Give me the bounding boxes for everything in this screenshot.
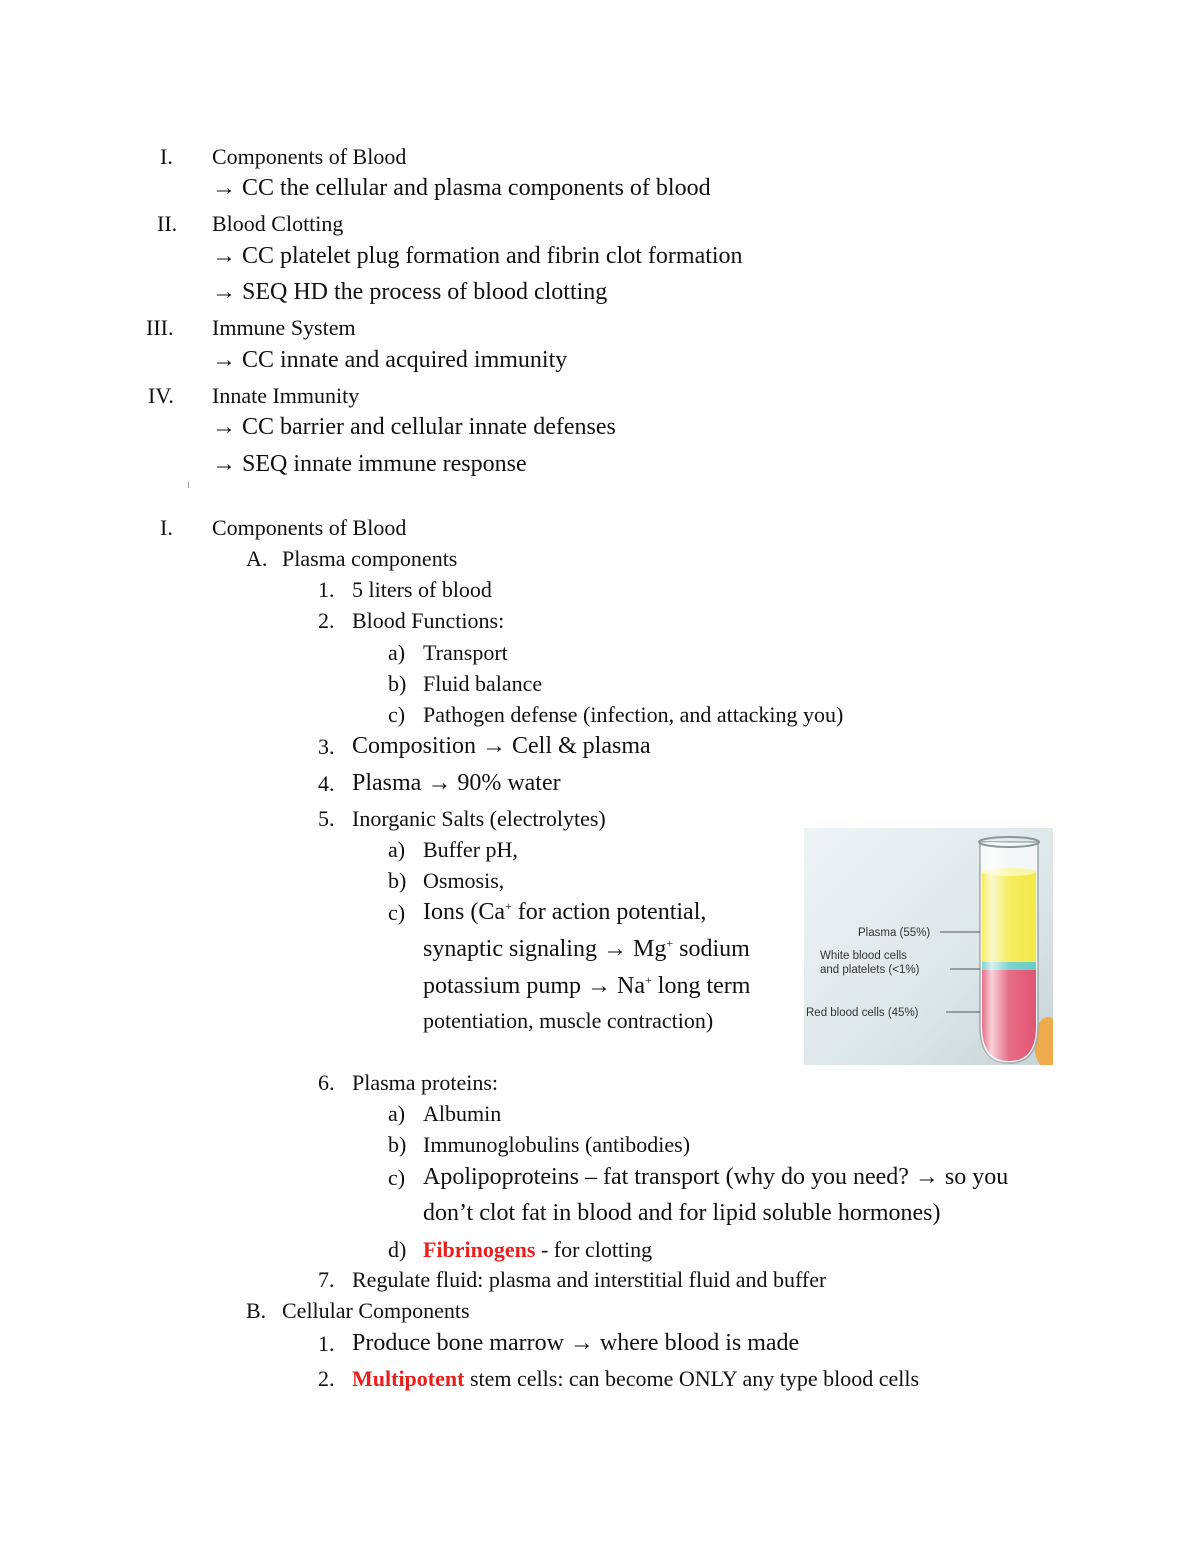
a2-number: 2. bbox=[318, 608, 335, 633]
a1-number: 1. bbox=[318, 577, 335, 602]
a5c-line-3 bbox=[423, 974, 750, 998]
a6b-text: Immunoglobulins (antibodies) bbox=[423, 1132, 691, 1157]
a5c-line-2-post: sodium bbox=[673, 936, 750, 962]
a5c-line-3-post: long term bbox=[651, 973, 751, 999]
a4-text: Plasma → 90% water bbox=[352, 770, 561, 796]
overview-title-2: Blood Clotting bbox=[212, 211, 344, 236]
a2b-letter: b) bbox=[388, 671, 407, 696]
b2-text bbox=[352, 1368, 919, 1390]
a5b-text: Osmosis, bbox=[423, 868, 505, 893]
a5c-line-1 bbox=[423, 900, 706, 924]
a2c-text: Pathogen defense (infection, and attacking you) bbox=[423, 702, 844, 727]
a3-number: 3. bbox=[318, 734, 335, 759]
a6-text: Plasma proteins: bbox=[352, 1070, 499, 1095]
a3-text: Composition → Cell & plasma bbox=[352, 733, 651, 759]
a6d-letter: d) bbox=[388, 1237, 407, 1262]
overview-numeral-4: IV. bbox=[148, 383, 174, 408]
section-a-letter: A. bbox=[246, 546, 268, 571]
a5c-line-2 bbox=[423, 937, 750, 961]
blood-composition-figure bbox=[804, 828, 1053, 1065]
overview-numeral-1: I. bbox=[160, 144, 173, 169]
b2-number: 2. bbox=[318, 1366, 335, 1391]
wbc-label-line-2: and platelets (<1%) bbox=[820, 964, 920, 976]
a6d-text bbox=[423, 1239, 652, 1261]
na-charge: + bbox=[645, 973, 652, 987]
a5c-line-2-pre: synaptic signaling → Mg bbox=[423, 936, 667, 962]
a5a-letter: a) bbox=[388, 837, 406, 862]
section-b-title: Cellular Components bbox=[282, 1298, 470, 1323]
b1-number: 1. bbox=[318, 1331, 335, 1356]
section-a-title: Plasma components bbox=[282, 546, 458, 571]
a6b-letter: b) bbox=[388, 1132, 407, 1157]
a7-text: Regulate fluid: plasma and interstitial fluid and buffer bbox=[352, 1267, 827, 1292]
a2a-text: Transport bbox=[423, 640, 508, 665]
overview-title-4: Innate Immunity bbox=[212, 383, 360, 408]
multipotent-term: Multipotent bbox=[352, 1366, 465, 1391]
a6a-text: Albumin bbox=[423, 1101, 502, 1126]
overview-numeral-3: III. bbox=[146, 315, 174, 340]
ca-charge: + bbox=[504, 899, 512, 913]
a5a-text: Buffer pH, bbox=[423, 837, 518, 862]
overview-objective-3a: → CC innate and acquired immunity bbox=[212, 347, 568, 373]
a2-text: Blood Functions: bbox=[352, 608, 505, 633]
a5c-line-3-pre: potassium pump → Na bbox=[423, 973, 645, 999]
a5c-letter: c) bbox=[388, 900, 406, 925]
outline-title: Components of Blood bbox=[212, 515, 407, 540]
a2c-letter: c) bbox=[388, 702, 406, 727]
a6c-letter: c) bbox=[388, 1165, 406, 1190]
wbc-label-line-1: White blood cells bbox=[820, 950, 907, 962]
a5c-line-4: potentiation, muscle contraction) bbox=[423, 1008, 714, 1033]
fibrinogens-term: Fibrinogens bbox=[423, 1237, 536, 1262]
overview-objective-2b: → SEQ HD the process of blood clotting bbox=[212, 279, 608, 305]
a5b-letter: b) bbox=[388, 868, 407, 893]
test-tube-illustration bbox=[804, 828, 1053, 1065]
overview-objective-4a: → CC barrier and cellular innate defenses bbox=[212, 414, 616, 440]
paragraph-mark bbox=[188, 482, 189, 488]
a5-text: Inorganic Salts (electrolytes) bbox=[352, 806, 606, 831]
outline-numeral: I. bbox=[160, 515, 173, 540]
tube-highlight bbox=[980, 842, 1038, 1063]
a5c-line-1-post: for action potential, bbox=[511, 899, 707, 925]
a6d-rest: - for clotting bbox=[535, 1237, 653, 1262]
overview-title-3: Immune System bbox=[212, 315, 356, 340]
a5-number: 5. bbox=[318, 806, 335, 831]
plasma-label: Plasma (55%) bbox=[858, 927, 931, 939]
a2a-letter: a) bbox=[388, 640, 406, 665]
a7-number: 7. bbox=[318, 1267, 335, 1292]
overview-title-1: Components of Blood bbox=[212, 144, 407, 169]
b1-text: Produce bone marrow → where blood is made bbox=[352, 1330, 800, 1356]
mg-charge: + bbox=[666, 936, 674, 950]
a4-number: 4. bbox=[318, 771, 335, 796]
overview-objective-4b: → SEQ innate immune response bbox=[212, 451, 527, 477]
a1-text: 5 liters of blood bbox=[352, 577, 492, 602]
a6c-line-2: don’t clot fat in blood and for lipid soluble hormones) bbox=[423, 1200, 941, 1226]
overview-numeral-2: II. bbox=[157, 211, 178, 236]
a6a-letter: a) bbox=[388, 1101, 406, 1126]
section-b-letter: B. bbox=[246, 1298, 267, 1323]
a5c-line-1-pre: Ions (Ca bbox=[423, 899, 505, 925]
overview-objective-1a: → CC the cellular and plasma components of blood bbox=[212, 175, 711, 201]
overview-objective-2a: → CC platelet plug formation and fibrin clot formation bbox=[212, 243, 743, 269]
b2-rest: stem cells: can become ONLY any type blood cells bbox=[464, 1366, 920, 1391]
a6-number: 6. bbox=[318, 1070, 335, 1095]
a2b-text: Fluid balance bbox=[423, 671, 543, 696]
rbc-label: Red blood cells (45%) bbox=[806, 1007, 919, 1019]
a6c-line-1: Apolipoproteins – fat transport (why do you need? → so you bbox=[423, 1164, 1009, 1190]
